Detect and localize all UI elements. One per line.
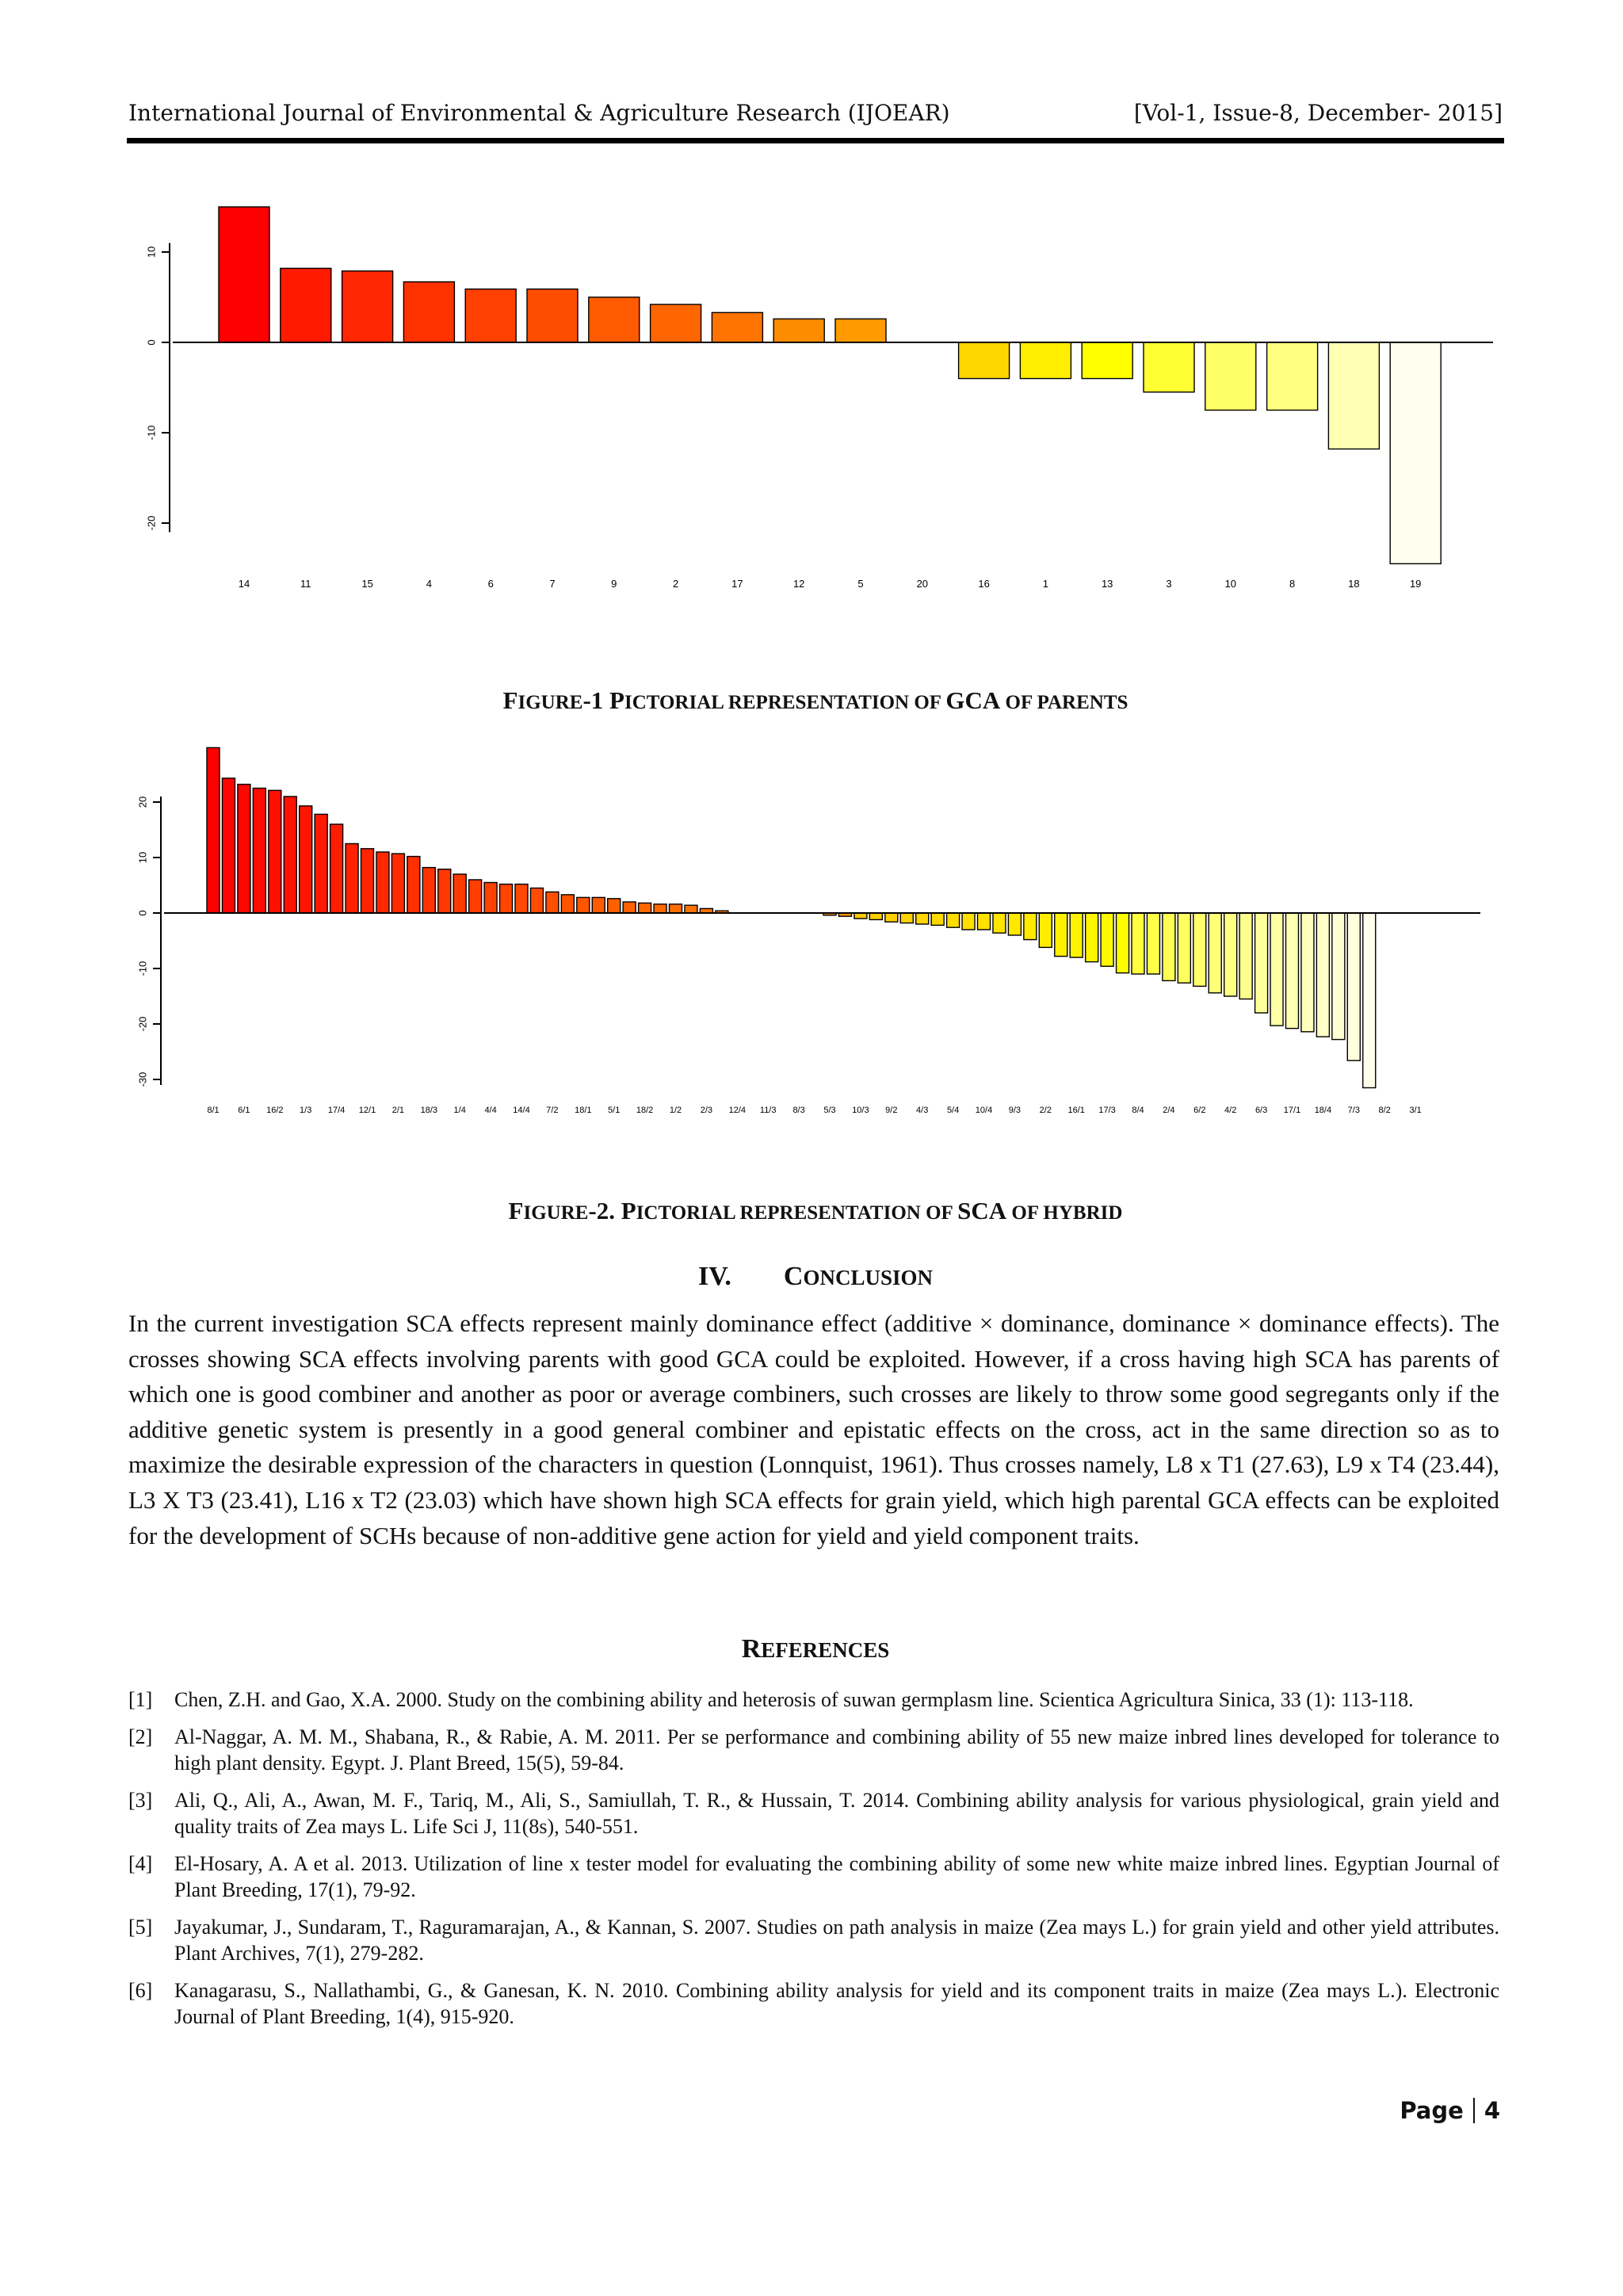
bar [1070,913,1083,957]
x-tick-label: 6 [487,578,494,590]
x-tick-label: 20 [916,578,929,590]
conclusion-heading: IV. CONCLUSION [698,1262,933,1291]
bar [712,312,762,342]
bar [978,913,991,930]
bar [1039,913,1052,947]
bar [931,913,944,925]
figure-1 [0,182,1623,610]
bar [589,297,640,342]
bar [1101,913,1113,966]
bar [1328,342,1379,449]
bar [527,289,578,342]
x-tick-label: 8 [1289,578,1296,590]
bar [1055,913,1067,957]
bar [1286,913,1299,1029]
x-tick-label: 11/3 [759,1106,777,1115]
bar [1144,342,1194,392]
bar [469,880,482,913]
y-tick-label: 0 [136,910,149,916]
x-tick-label: 10/4 [975,1106,993,1115]
bar [530,888,543,914]
bar [1301,913,1314,1032]
x-tick-label: 6/3 [1254,1106,1268,1115]
x-tick-label: 1/3 [300,1106,312,1115]
bar [869,913,882,919]
bar [1147,913,1159,974]
bar [1178,913,1190,983]
x-tick-label: 15 [361,578,373,590]
x-tick-label: 12/4 [728,1106,747,1115]
x-tick-label: 16/2 [266,1106,284,1115]
bar [453,874,466,913]
bar [269,790,281,913]
x-tick-label: 2/1 [391,1106,405,1115]
bar [407,857,420,913]
x-tick-label: 7 [549,578,556,590]
x-tick-label: 18 [1348,578,1360,590]
sca-bar-chart [0,729,1623,1125]
x-tick-label: 8/4 [1132,1106,1144,1115]
y-tick-label: -10 [145,425,158,441]
reference-item [128,1977,1499,2030]
y-tick-label: 0 [145,339,158,346]
reference-text: El-Hosary, A. A et al. 2013. Utilization of line x tester model for evaluating the combining ability of some new white maize inbred lines. Egyptian Journal of Plant Breeding, 17(1), 79-92. [174,1852,1499,1901]
x-tick-label: 1/4 [453,1106,466,1115]
x-tick-label: 1/2 [669,1106,682,1115]
bar [219,207,269,342]
x-tick-label: 18/4 [1314,1106,1332,1115]
bar [484,883,497,914]
y-tick-label: 10 [136,851,149,864]
references-heading: REFERENCES [741,1634,890,1664]
x-tick-label: 11 [300,578,311,590]
bar [500,884,513,913]
bar [253,789,265,914]
bar [670,904,682,913]
bar [438,869,451,913]
x-tick-label: 9 [611,578,617,590]
bar [885,913,898,922]
x-tick-label: 16/1 [1067,1106,1085,1115]
bar [1086,913,1098,962]
reference-list [128,1687,1499,2041]
bar [1390,342,1441,563]
x-tick-label: 8/2 [1378,1106,1391,1115]
bar [773,319,824,342]
x-tick-label: 19 [1409,578,1422,590]
x-tick-label: 3 [1166,578,1172,590]
bar [1332,913,1345,1040]
bar [1082,342,1132,379]
reference-item [128,1687,1499,1713]
bar [835,319,886,342]
x-tick-label: 5/1 [608,1106,621,1115]
gca-bar-chart [0,182,1623,610]
bar [959,342,1010,379]
y-tick-label: 20 [136,796,149,808]
bar [854,913,867,919]
bar [1163,913,1175,980]
bar [900,913,913,923]
bar [422,868,435,913]
x-tick-label: 5/4 [946,1106,960,1115]
bar [342,271,393,342]
y-tick-label: -20 [136,1016,149,1032]
x-tick-label: 2/2 [1039,1106,1052,1115]
bar [651,304,701,342]
reference-number: [5] [128,1916,153,1939]
page-number: Page 4 [1400,2097,1500,2124]
x-tick-label: 8/1 [207,1106,220,1115]
x-tick-label: 17 [731,578,743,590]
reference-item [128,1787,1499,1839]
x-tick-label: 12 [792,578,805,590]
reference-item [128,1724,1499,1776]
x-tick-label: 18/3 [420,1106,438,1115]
bar [592,897,605,913]
bar [654,904,666,913]
reference-item [128,1851,1499,1903]
bar [1193,913,1206,986]
bar [238,785,250,913]
x-tick-label: 17/4 [327,1106,346,1115]
x-tick-label: 7/2 [546,1106,559,1115]
y-tick-label: -30 [136,1072,149,1087]
reference-number: [6] [128,1979,153,2002]
reference-text: Jayakumar, J., Sundaram, T., Raguramarajan, A., & Kannan, S. 2007. Studies on path analysis in maize (Zea mays L.) for grain yield and other yield attributes. Plant Archives, 7(1), 279-282. [174,1916,1499,1965]
x-tick-label: 5 [857,578,864,590]
header-rule [127,138,1504,143]
bar [685,905,697,913]
bar [639,903,651,913]
x-tick-label: 10 [1224,578,1237,590]
journal-name: International Journal of Environmental & Agriculture Research (IJOEAR) [128,100,950,126]
bar [1008,913,1021,935]
x-tick-label: 4/2 [1224,1106,1237,1115]
bar [300,806,312,913]
bar [623,902,636,913]
reference-item [128,1914,1499,1966]
x-tick-label: 17/1 [1283,1106,1301,1115]
bar [330,824,343,913]
bar [465,289,516,342]
x-tick-label: 7/3 [1347,1106,1360,1115]
reference-number: [4] [128,1852,153,1875]
y-tick-label: 10 [145,246,158,258]
x-tick-label: 6/1 [238,1106,250,1115]
figure-2-caption: FIGURE-2. PICTORIAL REPRESENTATION OF SCA OF HYBRID [508,1197,1123,1224]
x-tick-label: 18/2 [636,1106,654,1115]
issue-info: [Vol-1, Issue-8, December- 2015] [1133,100,1503,126]
x-tick-label: 2 [672,578,679,590]
bar [1024,913,1037,940]
bar [222,778,235,913]
bar [916,913,929,924]
bar [376,852,389,913]
reference-number: [2] [128,1725,153,1748]
reference-number: [3] [128,1789,153,1812]
bar [608,899,621,913]
bar [1020,342,1071,379]
x-tick-label: 6/2 [1193,1106,1206,1115]
bar [1205,342,1256,411]
bar [947,913,960,927]
bar [993,913,1006,933]
x-tick-label: 10/3 [852,1106,869,1115]
x-tick-label: 2/3 [700,1106,713,1115]
x-tick-label: 13 [1101,578,1113,590]
bar [346,844,358,914]
bar [1267,342,1318,411]
bar [1239,913,1252,999]
x-tick-label: 14 [238,578,250,590]
bar [1270,913,1283,1026]
bar [1316,913,1329,1037]
y-tick-label: -10 [136,961,149,976]
bar [281,269,331,342]
bar [403,282,454,342]
running-header [128,100,1503,132]
x-tick-label: 14/4 [513,1106,530,1115]
x-tick-label: 18/1 [575,1106,592,1115]
bar [391,854,404,913]
x-tick-label: 2/4 [1163,1106,1175,1115]
x-tick-label: 9/2 [885,1106,898,1115]
x-tick-label: 9/3 [1008,1106,1022,1115]
bar [561,895,574,913]
y-tick-label: -20 [145,515,158,531]
reference-number: [1] [128,1688,153,1711]
bar [1224,913,1237,996]
figure-1-caption: FIGURE-1 PICTORIAL REPRESENTATION OF GCA OF PARENTS [502,686,1128,714]
reference-text: Kanagarasu, S., Nallathambi, G., & Ganesan, K. N. 2010. Combining ability analysis for yield and its component traits in maize (Zea mays L.). Electronic Journal of Plant Breeding, 1(4), 915-920. [174,1979,1499,2028]
bar [1132,913,1144,974]
bar [546,892,559,913]
conclusion-paragraph: In the current investigation SCA effects represent mainly dominance effect (additive × dominance, dominance × dominance effects). The crosses showing SCA effects involving parents with good GCA could be exploited. However, if a cross having high SCA has parents of which one is good combiner and another as poor or average combiners, such crosses are likely to throw some good segregants only if the additive genetic system is presently in a good general combiner and epistatic effects on the cross, act in the same direction so as to maximize the desirable expression of the characters in question (Lonnquist, 1961). Thus crosses namely, L8 x T1 (27.63), L9 x T4 (23.44), L3 X T3 (23.41), L16 x T2 (23.03) which have shown high SCA effects for grain yield, which high parental GCA effects can be exploited for the development of SCHs because of non-additive gene action for yield and yield component traits. [128,1309,1499,1549]
x-tick-label: 8/3 [792,1106,805,1115]
x-tick-label: 4/3 [916,1106,929,1115]
x-tick-label: 3/1 [1409,1106,1422,1115]
x-tick-label: 5/3 [823,1106,836,1115]
x-tick-label: 12/1 [358,1106,376,1115]
reference-text: Ali, Q., Ali, A., Awan, M. F., Tariq, M., Ali, S., Samiullah, T. R., & Hussain, T. 2014. Combining ability analysis for various physiological, grain yield and quality traits of Zea mays L. Life Sci J, 11(8s), 540-551. [174,1789,1499,1838]
bar [284,797,296,913]
bar [207,747,220,913]
x-tick-label: 4 [426,578,433,590]
x-tick-label: 1 [1042,578,1049,590]
bar [361,849,374,913]
bar [315,814,327,913]
reference-text: Chen, Z.H. and Gao, X.A. 2000. Study on the combining ability and heterosis of suwan germplasm line. Scientica Agricultura Sinica, 33 (1): 113-118. [174,1688,1414,1711]
bar [1209,913,1221,993]
reference-text: Al-Naggar, A. M. M., Shabana, R., & Rabie, A. M. 2011. Per se performance and combining ability of 55 new maize inbred lines developed for tolerance to high plant density. Egypt. J. Plant Breed, 15(5), 59-84. [174,1725,1499,1775]
figure-2 [0,729,1623,1125]
x-tick-label: 16 [978,578,990,590]
bar [1117,913,1129,973]
bar [1347,913,1360,1060]
bar [577,897,590,913]
bar [1363,913,1376,1088]
bar [962,913,975,930]
bar [515,884,528,913]
x-tick-label: 17/3 [1098,1106,1116,1115]
bar [1255,913,1268,1013]
x-tick-label: 4/4 [484,1106,497,1115]
